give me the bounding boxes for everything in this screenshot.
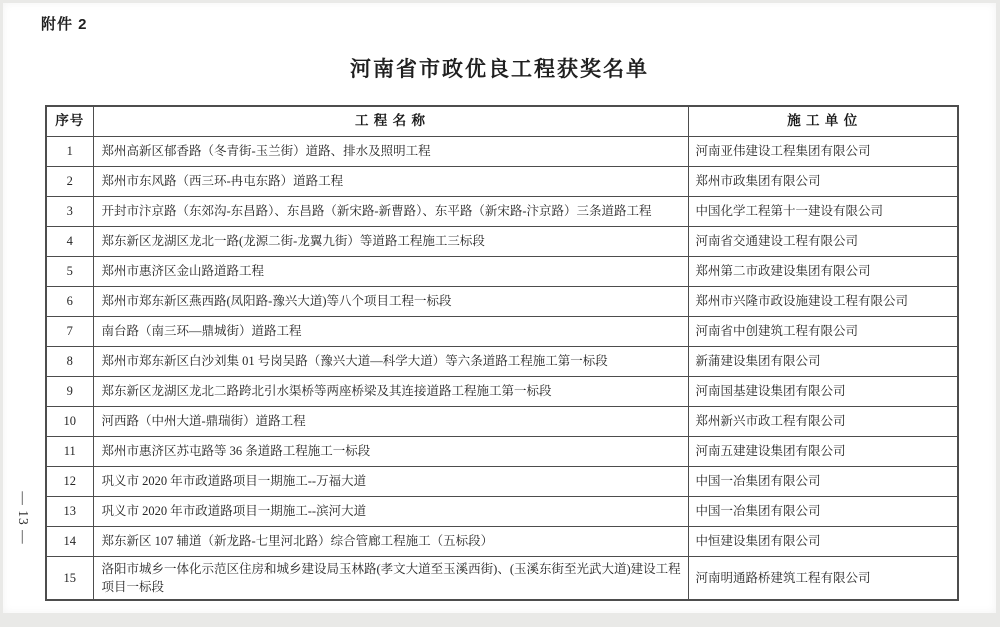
page-title: 河南省市政优良工程获奖名单	[350, 58, 649, 81]
awards-table	[45, 105, 959, 601]
contractor-name: 河南省中创建筑工程有限公司	[688, 316, 958, 346]
project-name: 河西路（中州大道-鼎瑞街）道路工程	[93, 406, 688, 436]
contractor-name: 郑州市兴隆市政设施建设工程有限公司	[688, 286, 958, 316]
contractor-name: 河南五建建设集团有限公司	[688, 436, 958, 466]
row-index: 15	[46, 556, 93, 600]
row-index: 5	[46, 256, 93, 286]
project-name: 郑州市郑东新区白沙刘集 01 号岗吴路（豫兴大道—科学大道）等六条道路工程施工第一标段	[93, 346, 688, 376]
project-name: 巩义市 2020 年市政道路项目一期施工--万福大道	[93, 466, 688, 496]
row-index: 7	[46, 316, 93, 346]
project-name: 开封市汴京路（东郊沟-东昌路）、东昌路（新宋路-新曹路）、东平路（新宋路-汴京路）三条道路工程	[93, 196, 688, 226]
table-row	[46, 496, 958, 526]
row-index: 6	[46, 286, 93, 316]
table-row	[46, 406, 958, 436]
contractor-name: 郑州市政集团有限公司	[688, 166, 958, 196]
document-page	[3, 3, 996, 613]
row-index: 13	[46, 496, 93, 526]
project-name: 郑东新区 107 辅道（新龙路-七里河北路）综合管廊工程施工（五标段）	[93, 526, 688, 556]
contractor-name: 中国一冶集团有限公司	[688, 466, 958, 496]
contractor-name: 河南国基建设集团有限公司	[688, 376, 958, 406]
contractor-name: 中国化学工程第十一建设有限公司	[688, 196, 958, 226]
table-row	[46, 196, 958, 226]
project-name: 郑州高新区郁香路（冬青街-玉兰街）道路、排水及照明工程	[93, 136, 688, 166]
contractor-name: 郑州新兴市政工程有限公司	[688, 406, 958, 436]
project-name: 洛阳市城乡一体化示范区住房和城乡建设局玉林路(孝文大道至玉溪西街)、(玉溪东街至光武大道)建设工程项目一标段	[93, 556, 688, 600]
table-row	[46, 256, 958, 286]
table-row	[46, 466, 958, 496]
row-index: 4	[46, 226, 93, 256]
row-index: 1	[46, 136, 93, 166]
contractor-name: 河南明通路桥建筑工程有限公司	[688, 556, 958, 600]
table-row	[46, 346, 958, 376]
table-row	[46, 316, 958, 346]
project-name: 郑州市惠济区金山路道路工程	[93, 256, 688, 286]
project-name: 郑东新区龙湖区龙北二路跨北引水渠桥等两座桥梁及其连接道路工程施工第一标段	[93, 376, 688, 406]
project-name: 南台路（南三环—鼎城街）道路工程	[93, 316, 688, 346]
attachment-label: 附件 2	[41, 16, 88, 33]
row-index: 12	[46, 466, 93, 496]
table-row	[46, 526, 958, 556]
table-row	[46, 166, 958, 196]
row-index: 11	[46, 436, 93, 466]
row-index: 10	[46, 406, 93, 436]
column-header-project-name: 工 程 名 称	[93, 106, 688, 136]
row-index: 3	[46, 196, 93, 226]
column-header-index: 序号	[46, 106, 93, 136]
row-index: 9	[46, 376, 93, 406]
row-index: 14	[46, 526, 93, 556]
table-row	[46, 136, 958, 166]
page-number: — 13 —	[16, 491, 31, 545]
contractor-name: 新蒲建设集团有限公司	[688, 346, 958, 376]
contractor-name: 河南省交通建设工程有限公司	[688, 226, 958, 256]
column-header-contractor: 施 工 单 位	[688, 106, 958, 136]
table-row	[46, 556, 958, 600]
table-row	[46, 436, 958, 466]
project-name: 郑州市惠济区苏屯路等 36 条道路工程施工一标段	[93, 436, 688, 466]
table-header-row	[46, 106, 958, 136]
row-index: 2	[46, 166, 93, 196]
contractor-name: 中国一冶集团有限公司	[688, 496, 958, 526]
table-row	[46, 286, 958, 316]
table-row	[46, 376, 958, 406]
row-index: 8	[46, 346, 93, 376]
project-name: 郑东新区龙湖区龙北一路(龙源二街-龙翼九街）等道路工程施工三标段	[93, 226, 688, 256]
table-row	[46, 226, 958, 256]
contractor-name: 河南亚伟建设工程集团有限公司	[688, 136, 958, 166]
contractor-name: 郑州第二市政建设集团有限公司	[688, 256, 958, 286]
project-name: 郑州市郑东新区燕西路(凤阳路-豫兴大道)等八个项目工程一标段	[93, 286, 688, 316]
project-name: 巩义市 2020 年市政道路项目一期施工--滨河大道	[93, 496, 688, 526]
contractor-name: 中恒建设集团有限公司	[688, 526, 958, 556]
project-name: 郑州市东风路（西三环-冉屯东路）道路工程	[93, 166, 688, 196]
